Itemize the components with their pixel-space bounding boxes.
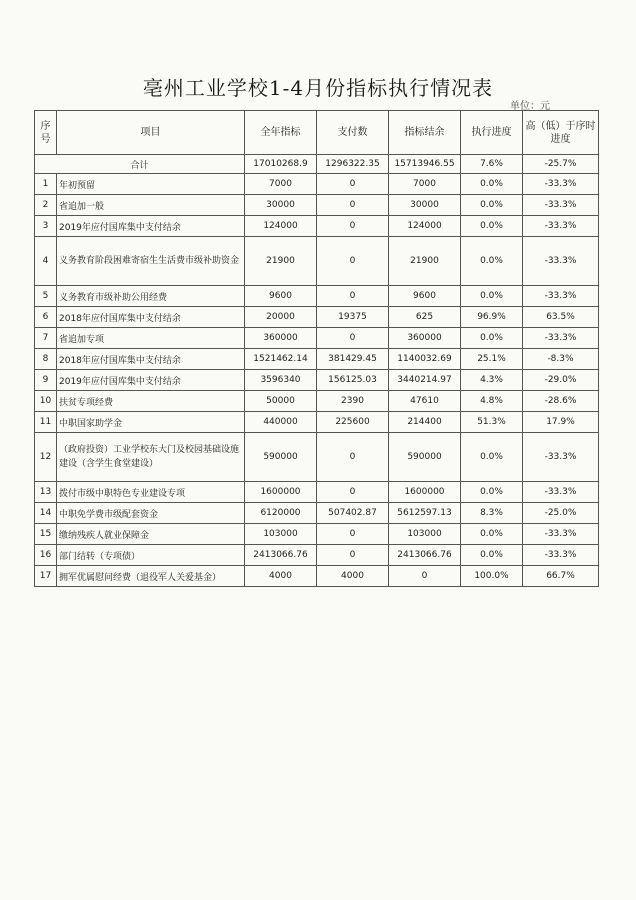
row-balance: 1600000 <box>389 482 461 503</box>
row-vs-time: -28.6% <box>523 391 599 412</box>
header-vs-time: 高（低）于序时进度 <box>523 111 599 155</box>
row-progress: 0.0% <box>461 433 523 482</box>
row-vs-time: -33.3% <box>523 216 599 237</box>
table-row <box>35 545 599 566</box>
header-row <box>35 111 599 155</box>
row-item: 中职国家助学金 <box>57 412 245 433</box>
row-annual: 3596340 <box>245 370 317 391</box>
row-vs-time: -33.3% <box>523 545 599 566</box>
table-row <box>35 349 599 370</box>
row-vs-time: -29.0% <box>523 370 599 391</box>
row-annual: 20000 <box>245 307 317 328</box>
row-item: 中职免学费市级配套资金 <box>57 503 245 524</box>
row-vs-time: -33.3% <box>523 328 599 349</box>
row-seq: 12 <box>35 433 57 482</box>
row-paid: 381429.45 <box>317 349 389 370</box>
row-progress: 51.3% <box>461 412 523 433</box>
row-annual: 50000 <box>245 391 317 412</box>
row-seq: 6 <box>35 307 57 328</box>
row-paid: 156125.03 <box>317 370 389 391</box>
row-progress: 0.0% <box>461 174 523 195</box>
row-balance: 103000 <box>389 524 461 545</box>
row-progress: 8.3% <box>461 503 523 524</box>
table-row <box>35 195 599 216</box>
row-paid: 0 <box>317 174 389 195</box>
row-balance: 214400 <box>389 412 461 433</box>
row-paid: 507402.87 <box>317 503 389 524</box>
row-seq: 14 <box>35 503 57 524</box>
row-paid: 0 <box>317 195 389 216</box>
row-vs-time: 63.5% <box>523 307 599 328</box>
table-row <box>35 524 599 545</box>
row-seq: 5 <box>35 286 57 307</box>
total-paid: 1296322.35 <box>317 155 389 174</box>
table-row <box>35 370 599 391</box>
row-vs-time: -33.3% <box>523 286 599 307</box>
report-table <box>34 110 599 587</box>
row-vs-time: -33.3% <box>523 482 599 503</box>
row-annual: 124000 <box>245 216 317 237</box>
row-balance: 9600 <box>389 286 461 307</box>
row-item: 缴纳残疾人就业保障金 <box>57 524 245 545</box>
table-row <box>35 216 599 237</box>
row-vs-time: 66.7% <box>523 566 599 587</box>
table-row <box>35 433 599 482</box>
row-item: 义务教育市级补助公用经费 <box>57 286 245 307</box>
row-paid: 225600 <box>317 412 389 433</box>
table-row <box>35 174 599 195</box>
row-item: 省追加一般 <box>57 195 245 216</box>
row-progress: 96.9% <box>461 307 523 328</box>
header-annual: 全年指标 <box>245 111 317 155</box>
row-item: 2019年应付国库集中支付结余 <box>57 216 245 237</box>
row-vs-time: -33.3% <box>523 237 599 286</box>
row-item: 省追加专项 <box>57 328 245 349</box>
row-progress: 0.0% <box>461 216 523 237</box>
row-progress: 0.0% <box>461 524 523 545</box>
unit-label: 单位：元 <box>510 101 550 112</box>
row-vs-time: 17.9% <box>523 412 599 433</box>
row-annual: 7000 <box>245 174 317 195</box>
row-seq: 9 <box>35 370 57 391</box>
row-seq: 7 <box>35 328 57 349</box>
row-vs-time: -33.3% <box>523 174 599 195</box>
row-annual: 1521462.14 <box>245 349 317 370</box>
row-seq: 11 <box>35 412 57 433</box>
row-annual: 440000 <box>245 412 317 433</box>
row-balance: 3440214.97 <box>389 370 461 391</box>
row-seq: 10 <box>35 391 57 412</box>
row-annual: 21900 <box>245 237 317 286</box>
row-seq: 13 <box>35 482 57 503</box>
page-title: 亳州工业学校1-4月份指标执行情况表 <box>142 76 494 100</box>
row-item: 年初预留 <box>57 174 245 195</box>
total-annual: 17010268.9 <box>245 155 317 174</box>
row-paid: 2390 <box>317 391 389 412</box>
row-annual: 590000 <box>245 433 317 482</box>
row-progress: 4.3% <box>461 370 523 391</box>
row-seq: 2 <box>35 195 57 216</box>
table-row <box>35 328 599 349</box>
row-balance: 47610 <box>389 391 461 412</box>
header-paid: 支付数 <box>317 111 389 155</box>
header-balance: 指标结余 <box>389 111 461 155</box>
row-vs-time: -33.3% <box>523 433 599 482</box>
header-seq: 序号 <box>35 111 57 155</box>
row-seq: 17 <box>35 566 57 587</box>
row-balance: 21900 <box>389 237 461 286</box>
row-progress: 0.0% <box>461 195 523 216</box>
total-vs-time: -25.7% <box>523 155 599 174</box>
row-balance: 5612597.13 <box>389 503 461 524</box>
row-balance: 124000 <box>389 216 461 237</box>
row-paid: 0 <box>317 328 389 349</box>
row-annual: 4000 <box>245 566 317 587</box>
row-vs-time: -33.3% <box>523 195 599 216</box>
total-row <box>35 155 599 174</box>
row-item: 拥军优属慰问经费（退役军人关爱基金） <box>57 566 245 587</box>
row-vs-time: -33.3% <box>523 524 599 545</box>
row-balance: 590000 <box>389 433 461 482</box>
row-progress: 0.0% <box>461 328 523 349</box>
row-seq: 4 <box>35 237 57 286</box>
header-item: 项目 <box>57 111 245 155</box>
row-paid: 4000 <box>317 566 389 587</box>
row-item: 部门结转（专项债） <box>57 545 245 566</box>
table-row <box>35 412 599 433</box>
row-paid: 0 <box>317 524 389 545</box>
row-progress: 0.0% <box>461 545 523 566</box>
row-progress: 0.0% <box>461 482 523 503</box>
row-annual: 103000 <box>245 524 317 545</box>
header-progress: 执行进度 <box>461 111 523 155</box>
row-vs-time: -8.3% <box>523 349 599 370</box>
row-item: 2019年应付国库集中支付结余 <box>57 370 245 391</box>
row-progress: 100.0% <box>461 566 523 587</box>
row-seq: 16 <box>35 545 57 566</box>
table-row <box>35 566 599 587</box>
row-item: 2018年应付国库集中支付结余 <box>57 349 245 370</box>
row-balance: 625 <box>389 307 461 328</box>
row-item: 2018年应付国库集中支付结余 <box>57 307 245 328</box>
total-balance: 15713946.55 <box>389 155 461 174</box>
row-item: （政府投资）工业学校东大门及校园基础设施建设（含学生食堂建设） <box>57 433 245 482</box>
row-annual: 2413066.76 <box>245 545 317 566</box>
table-row <box>35 307 599 328</box>
row-paid: 0 <box>317 433 389 482</box>
row-item: 义务教育阶段困难寄宿生生活费市级补助资金 <box>57 237 245 286</box>
row-paid: 0 <box>317 216 389 237</box>
row-item: 扶贫专项经费 <box>57 391 245 412</box>
row-balance: 360000 <box>389 328 461 349</box>
row-seq: 15 <box>35 524 57 545</box>
row-vs-time: -25.0% <box>523 503 599 524</box>
row-annual: 6120000 <box>245 503 317 524</box>
row-balance: 2413066.76 <box>389 545 461 566</box>
row-annual: 9600 <box>245 286 317 307</box>
table-row <box>35 503 599 524</box>
total-label: 合计 <box>35 155 245 174</box>
table-row <box>35 286 599 307</box>
total-progress: 7.6% <box>461 155 523 174</box>
table-row <box>35 482 599 503</box>
row-progress: 25.1% <box>461 349 523 370</box>
row-item: 拨付市级中职特色专业建设专项 <box>57 482 245 503</box>
row-paid: 19375 <box>317 307 389 328</box>
row-balance: 7000 <box>389 174 461 195</box>
table-row <box>35 391 599 412</box>
row-annual: 360000 <box>245 328 317 349</box>
row-progress: 4.8% <box>461 391 523 412</box>
row-annual: 1600000 <box>245 482 317 503</box>
row-annual: 30000 <box>245 195 317 216</box>
row-progress: 0.0% <box>461 237 523 286</box>
row-seq: 8 <box>35 349 57 370</box>
row-seq: 3 <box>35 216 57 237</box>
table-row <box>35 237 599 286</box>
row-seq: 1 <box>35 174 57 195</box>
row-balance: 0 <box>389 566 461 587</box>
row-progress: 0.0% <box>461 286 523 307</box>
row-paid: 0 <box>317 482 389 503</box>
row-balance: 30000 <box>389 195 461 216</box>
row-balance: 1140032.69 <box>389 349 461 370</box>
row-paid: 0 <box>317 286 389 307</box>
row-paid: 0 <box>317 237 389 286</box>
row-paid: 0 <box>317 545 389 566</box>
